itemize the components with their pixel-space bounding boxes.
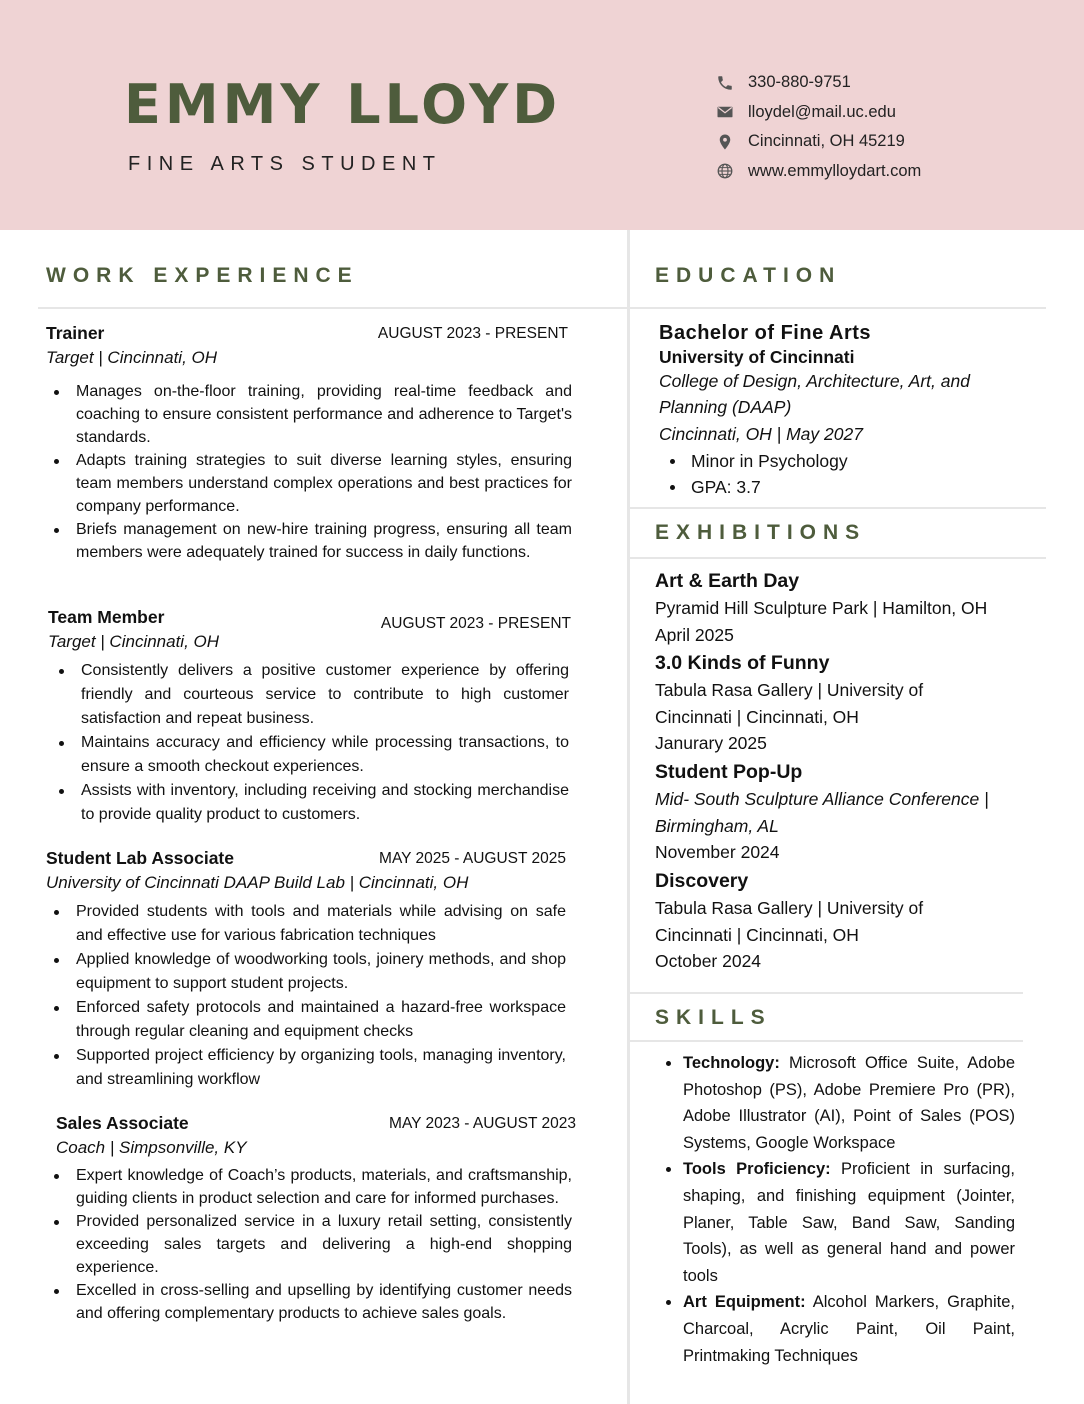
skill-label: Tools Proficiency: bbox=[683, 1160, 831, 1179]
list-item: Minor in Psychology bbox=[691, 448, 1039, 474]
education-bottom-rule bbox=[630, 507, 1046, 509]
work-title-rule bbox=[38, 307, 627, 309]
job-org: Target | Cincinnati, OH bbox=[48, 632, 220, 651]
exhibition-title: Student Pop-Up bbox=[655, 761, 803, 783]
job-org: Target | Cincinnati, OH bbox=[46, 348, 218, 367]
skill-text: Proficient in surfacing, shaping, and finishing equipment (Jointer, Planer, Table Saw, Band Saw, Sanding Tools), as well as general hand and power tools bbox=[683, 1160, 1015, 1285]
list-item: Maintains accuracy and efficiency while processing transactions, to ensure a smooth checkout experiences. bbox=[81, 731, 569, 779]
list-item bbox=[683, 1156, 1015, 1289]
degree: Bachelor of Fine Arts bbox=[659, 322, 872, 344]
education-section-title: EDUCATION bbox=[655, 264, 842, 287]
education-bullets bbox=[659, 448, 1039, 500]
map-pin-icon bbox=[716, 133, 734, 151]
website-text[interactable]: www.emmylloydart.com bbox=[748, 161, 922, 180]
exhibition-date: Janurary 2025 bbox=[655, 733, 767, 753]
person-name: EMMY LLOYD bbox=[124, 73, 562, 136]
job-date: MAY 2023 - AUGUST 2023 bbox=[389, 1115, 576, 1132]
education-entry bbox=[659, 320, 1039, 500]
exhibition-venue: Mid- South Sculpture Alliance Conference | Birmingham, AL bbox=[655, 789, 989, 836]
email-text[interactable]: lloydel@mail.uc.edu bbox=[748, 102, 896, 121]
job-org: University of Cincinnati DAAP Build Lab | Cincinnati, OH bbox=[46, 873, 469, 892]
skill-label: Technology: bbox=[683, 1054, 780, 1072]
phone-text: 330-880-9751 bbox=[748, 73, 851, 92]
skill-text: Microsoft Office Suite, Adobe Photoshop (PS), Adobe Premiere Pro (PR), Adobe Illustrator (AI), Point of Sales (POS) Systems, Google Workspace bbox=[683, 1054, 1015, 1152]
contact-block bbox=[716, 68, 921, 186]
list-item: Enforced safety protocols and maintained a hazard-free workspace through regular cleaning and equipment checks bbox=[76, 996, 566, 1044]
phone-icon bbox=[716, 74, 734, 92]
person-subtitle: FINE ARTS STUDENT bbox=[128, 153, 442, 175]
list-item: Excelled in cross-selling and upselling by identifying customer needs and offering complementary products to achieve sales goals. bbox=[76, 1279, 572, 1325]
list-item: Consistently delivers a positive customer experience by offering friendly and courteous service to contribute to high customer satisfaction and repeat business. bbox=[81, 659, 569, 731]
skill-text: Alcohol Markers, Graphite, Charcoal, Acrylic Paint, Oil Paint, Printmaking Techniques bbox=[683, 1293, 1015, 1365]
exhibitions-title-rule bbox=[630, 557, 1046, 559]
list-item: Applied knowledge of woodworking tools, joinery methods, and shop equipment to support student projects. bbox=[76, 948, 566, 996]
job-bullets bbox=[46, 900, 566, 1092]
list-item: Assists with inventory, including receiving and stocking merchandise to provide quality product to customers. bbox=[81, 779, 569, 827]
job-bullets bbox=[46, 1164, 572, 1325]
list-item: Provided personalized service in a luxury retail setting, consistently exceeding sales targets and delivering a high-end shopping experience. bbox=[76, 1210, 572, 1279]
exhibition-item bbox=[655, 568, 1025, 648]
school: University of Cincinnati bbox=[659, 347, 855, 367]
list-item: Briefs management on new-hire training progress, ensuring all team members were adequately trained for success in daily functions. bbox=[76, 518, 572, 564]
skill-label: Art Equipment: bbox=[683, 1293, 806, 1312]
work-section-title: WORK EXPERIENCE bbox=[46, 264, 359, 287]
list-item: Adapts training strategies to suit diverse learning styles, ensuring team members understand complex operations and best practices for company performance. bbox=[76, 449, 572, 518]
exhibition-date: October 2024 bbox=[655, 951, 762, 971]
contact-phone bbox=[716, 68, 921, 98]
skills-list bbox=[683, 1050, 1015, 1369]
list-item: Expert knowledge of Coach’s products, materials, and craftsmanship, guiding clients in product selection and care for informed purchases. bbox=[76, 1164, 572, 1210]
list-item: GPA: 3.7 bbox=[691, 474, 1039, 500]
job-title: Sales Associate bbox=[56, 1113, 189, 1133]
location-date: Cincinnati, OH | May 2027 bbox=[659, 424, 863, 444]
list-item: Provided students with tools and materials while advising on safe and effective use for various fabrication techniques bbox=[76, 900, 566, 948]
list-item bbox=[683, 1050, 1015, 1156]
skills-section-title: SKILLS bbox=[655, 1006, 772, 1029]
college: College of Design, Architecture, Art, and Planning (DAAP) bbox=[659, 371, 970, 417]
job-org: Coach | Simpsonville, KY bbox=[56, 1138, 247, 1157]
contact-website bbox=[716, 157, 921, 187]
exhibition-item bbox=[655, 868, 985, 975]
skills-title-rule bbox=[630, 1040, 1023, 1042]
exhibition-title: Art & Earth Day bbox=[655, 570, 800, 592]
list-item: Supported project efficiency by organizing tools, managing inventory, and streamlining workflow bbox=[76, 1044, 566, 1092]
job-date: MAY 2025 - AUGUST 2025 bbox=[379, 850, 566, 867]
job-bullets bbox=[48, 659, 569, 827]
exhibition-title: Discovery bbox=[655, 870, 749, 892]
exhibition-date: April 2025 bbox=[655, 624, 734, 645]
list-item bbox=[683, 1289, 1015, 1369]
exhibition-venue: Tabula Rasa Gallery | University of Cincinnati | Cincinnati, OH bbox=[655, 898, 924, 945]
exhibition-date: November 2024 bbox=[655, 842, 780, 862]
location-text: Cincinnati, OH 45219 bbox=[748, 132, 905, 151]
list-item: Manages on-the-floor training, providing real-time feedback and coaching to ensure consistent performance and adherence to Target's standards. bbox=[76, 380, 572, 449]
job-date: AUGUST 2023 - PRESENT bbox=[377, 325, 568, 342]
header-band bbox=[0, 0, 1084, 230]
exhibitions-section-title: EXHIBITIONS bbox=[655, 521, 867, 544]
column-divider bbox=[627, 230, 630, 1404]
exhibition-venue: Pyramid Hill Sculpture Park | Hamilton, OH bbox=[655, 598, 988, 618]
exhibition-title: 3.0 Kinds of Funny bbox=[655, 652, 830, 674]
job-title: Trainer bbox=[46, 323, 105, 343]
education-title-rule bbox=[630, 307, 1046, 309]
contact-location bbox=[716, 127, 921, 157]
exhibition-venue: Tabula Rasa Gallery | University of Cincinnati | Cincinnati, OH bbox=[655, 680, 924, 727]
exhibition-item bbox=[655, 759, 1027, 866]
contact-email bbox=[716, 98, 921, 128]
exhibition-item bbox=[655, 650, 985, 757]
mail-icon bbox=[716, 103, 734, 121]
globe-icon bbox=[716, 162, 734, 180]
job-title: Team Member bbox=[48, 607, 165, 627]
job-date: AUGUST 2023 - PRESENT bbox=[380, 615, 571, 632]
job-title: Student Lab Associate bbox=[46, 848, 234, 868]
exhibitions-bottom-rule bbox=[630, 992, 1023, 994]
job-bullets bbox=[46, 380, 572, 564]
